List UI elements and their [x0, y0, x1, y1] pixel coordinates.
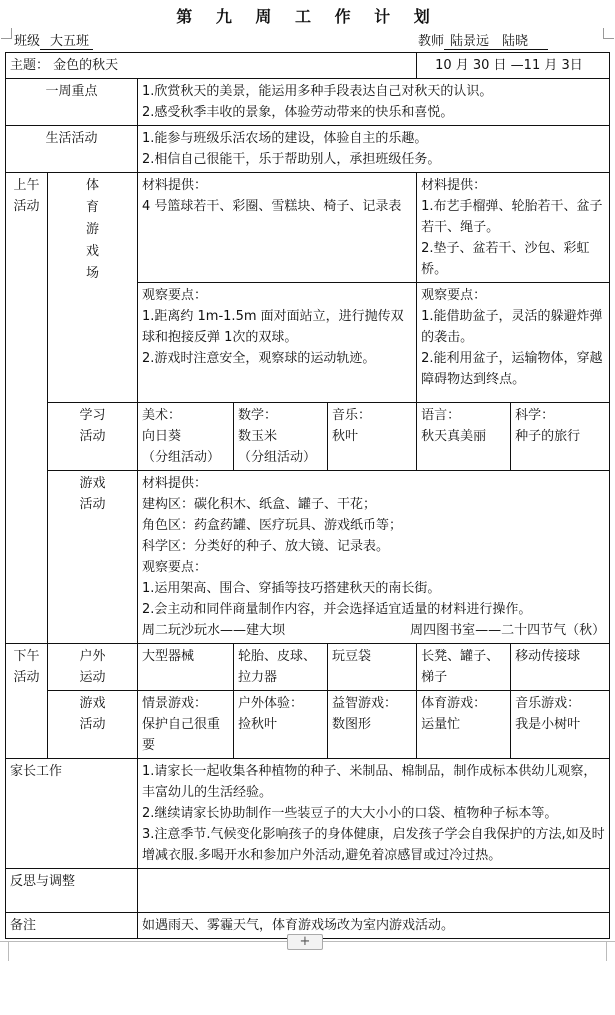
sports-label-char: 戏	[85, 244, 99, 259]
teacher-label: 教师	[418, 34, 445, 49]
game-line: 观察要点：	[142, 560, 208, 575]
afternoon-game-cell	[138, 691, 234, 759]
observe-line: 1.能借助盆子，灵活的躲避炸弹的袭击。	[421, 309, 603, 345]
weekly-focus-label: 一周重点	[6, 79, 138, 126]
game-type: 体育游戏：	[421, 696, 487, 711]
remarks-content: 如遇雨天、雾霾天气，体育游戏场改为室内游戏活动。	[138, 913, 610, 939]
study-activity-row	[6, 403, 610, 471]
thursday-activity: 周四图书室——二十四节气（秋）	[410, 623, 606, 638]
afternoon-label-line: 下午	[13, 649, 40, 664]
study-cell-language	[417, 403, 511, 471]
afternoon-game-row	[6, 691, 610, 759]
weekly-plan-table	[5, 52, 610, 939]
page-title: 第 九 周 工 作 计 划	[176, 7, 439, 26]
afternoon-game-cell	[511, 691, 610, 759]
observe-line: 观察要点：	[142, 288, 208, 303]
life-activity-label: 生活活动	[6, 126, 138, 173]
tuesday-activity: 周二玩沙玩水——建大坝	[142, 623, 286, 638]
game-type: 户外体验：	[238, 696, 304, 711]
game-activity-label	[48, 471, 138, 644]
study-note: （分组活动）	[142, 450, 221, 465]
sports-field-label	[48, 173, 138, 403]
game-activity-content	[138, 471, 610, 644]
parent-work-row	[6, 759, 610, 869]
reflection-label: 反思与调整	[6, 869, 138, 913]
parent-work-content	[138, 759, 610, 869]
morning-label-line: 上午	[13, 178, 40, 193]
afternoon-game-label-line: 游戏	[79, 696, 106, 711]
life-activity-row	[6, 126, 610, 173]
afternoon-label	[6, 644, 48, 759]
parent-work-line: 2.继续请家长协助制作一些装豆子的大大小小的口袋、植物种子标本等。	[142, 806, 558, 821]
morning-label	[6, 173, 48, 644]
weekly-focus-line: 1.欣赏秋天的美景，能运用多种手段表达自己对秋天的认识。	[142, 84, 493, 99]
study-note: （分组活动）	[238, 450, 317, 465]
outdoor-label-line: 运动	[79, 670, 106, 685]
study-topic: 种子的旅行	[515, 429, 581, 444]
weekly-focus-line: 2.感受秋季丰收的景象，体验劳动带来的快乐和喜悦。	[142, 105, 454, 120]
teacher-names: 陆景远 陆晓	[444, 34, 548, 50]
life-activity-content	[138, 126, 610, 173]
observe-line: 观察要点：	[421, 288, 487, 303]
study-cell-science	[511, 403, 610, 471]
study-label-line: 活动	[79, 429, 106, 444]
outdoor-label	[48, 644, 138, 691]
game-name: 保护自己很重要	[142, 717, 221, 753]
materials-line: 1.布艺手榴弹、轮胎若干、盆子若干、绳子。	[421, 199, 603, 235]
game-name: 我是小树叶	[515, 717, 581, 732]
outdoor-cell: 大型器械	[138, 644, 234, 691]
study-topic: 数玉米	[238, 429, 278, 444]
observe-line: 1.距离约 1m-1.5m 面对面站立，进行抛传双球和抱接反弹 1次的双球。	[142, 309, 404, 345]
weekly-focus-content	[138, 79, 610, 126]
game-line: 角色区：药盒药罐、医疗玩具、游戏纸币等；	[142, 518, 403, 533]
game-type: 益智游戏：	[332, 696, 398, 711]
outdoor-row	[6, 644, 610, 691]
game-type: 情景游戏：	[142, 696, 208, 711]
weekly-focus-row	[6, 79, 610, 126]
study-cell-math	[234, 403, 328, 471]
afternoon-game-label-line: 活动	[79, 717, 106, 732]
study-topic: 向日葵	[142, 429, 182, 444]
sports-right-observe	[417, 283, 610, 403]
outdoor-cell: 玩豆袋	[328, 644, 417, 691]
study-topic: 秋天真美丽	[421, 429, 487, 444]
game-special-schedule	[142, 620, 605, 641]
materials-line: 材料提供：	[142, 178, 208, 193]
sports-label-char: 育	[85, 200, 99, 215]
observe-line: 2.能利用盆子，运输物体，穿越障碍物达到终点。	[421, 351, 603, 387]
outdoor-label-line: 户外	[79, 649, 106, 664]
sports-right-materials	[417, 173, 610, 283]
game-type: 音乐游戏：	[515, 696, 581, 711]
game-line: 1.运用架高、围合、穿插等技巧搭建秋天的南长街。	[142, 581, 441, 596]
game-line: 建构区：碳化积木、纸盒、罐子、干花；	[142, 497, 377, 512]
class-info	[14, 30, 93, 49]
sports-label-char: 游	[85, 222, 99, 237]
outdoor-cell: 轮胎、皮球、拉力器	[234, 644, 328, 691]
parent-work-label: 家长工作	[6, 759, 138, 869]
life-activity-line: 2.相信自己很能干，乐于帮助别人，承担班级任务。	[142, 152, 441, 167]
sports-left-materials	[138, 173, 417, 283]
observe-line: 2.游戏时注意安全，观察球的运动轨迹。	[142, 351, 376, 366]
study-activity-label	[48, 403, 138, 471]
materials-line: 4 号篮球若干、彩圈、雪糕块、椅子、记录表	[142, 199, 402, 214]
afternoon-game-cell	[417, 691, 511, 759]
parent-work-line: 1.请家长一起收集各种植物的种子、米制品、棉制品，制作成标本供幼儿观察，丰富幼儿的生活经验。	[142, 764, 597, 800]
afternoon-game-cell	[328, 691, 417, 759]
add-page-button[interactable]: +	[287, 934, 323, 950]
afternoon-game-label	[48, 691, 138, 759]
game-line: 材料提供：	[142, 476, 208, 491]
study-topic: 秋叶	[332, 429, 359, 444]
sports-left-observe	[138, 283, 417, 403]
theme-value: 金色的秋天	[53, 58, 119, 73]
remarks-label: 备注	[6, 913, 138, 939]
game-name: 捡秋叶	[238, 717, 278, 732]
theme-label: 主题：	[10, 58, 50, 73]
page-corner-mark-bottom-left	[8, 941, 9, 961]
afternoon-game-cell	[234, 691, 328, 759]
page-corner-mark-left	[1, 28, 12, 39]
study-cell-art	[138, 403, 234, 471]
page-corner-mark-bottom-right	[606, 941, 607, 961]
game-label-line: 游戏	[79, 476, 106, 491]
outdoor-cell: 长凳、罐子、梯子	[417, 644, 511, 691]
class-name: 大五班	[40, 34, 93, 50]
sports-materials-row	[6, 173, 610, 283]
study-subject: 音乐：	[332, 408, 372, 423]
sports-label-char: 体	[85, 178, 99, 193]
study-subject: 数学：	[238, 408, 278, 423]
theme-cell	[6, 53, 417, 79]
game-label-line: 活动	[79, 497, 106, 512]
game-name: 数图形	[332, 717, 372, 732]
date-range: 10 月 30 日 —11 月 3日	[417, 53, 610, 79]
page-corner-mark-right	[603, 28, 614, 39]
game-activity-row	[6, 471, 610, 644]
reflection-row	[6, 869, 610, 913]
game-name: 运量忙	[421, 717, 461, 732]
class-label: 班级	[14, 34, 41, 49]
reflection-content[interactable]	[138, 869, 610, 913]
theme-row	[6, 53, 610, 79]
game-line: 2.会主动和同伴商量制作内容，并会选择适宜适量的材料进行操作。	[142, 602, 532, 617]
teacher-info	[418, 30, 548, 49]
materials-line: 材料提供：	[421, 178, 487, 193]
materials-line: 2.垫子、盆若干、沙包、彩虹桥。	[421, 241, 590, 277]
life-activity-line: 1.能参与班级乐活农场的建设，体验自主的乐趣。	[142, 131, 428, 146]
game-line: 科学区：分类好的种子、放大镜、记录表。	[142, 539, 390, 554]
study-subject: 美术：	[142, 408, 182, 423]
sports-label-char: 场	[85, 266, 99, 281]
outdoor-cell: 移动传接球	[511, 644, 610, 691]
morning-label-line: 活动	[13, 199, 40, 214]
parent-work-line: 3.注意季节.气候变化影响孩子的身体健康，启发孩子学会自我保护的方法,如及时增减衣服.多喝开水和参加户外活动,避免着凉感冒或过冷过热。	[142, 827, 605, 863]
study-label-line: 学习	[79, 408, 106, 423]
study-subject: 语言：	[421, 408, 461, 423]
study-subject: 科学：	[515, 408, 555, 423]
study-cell-music	[328, 403, 417, 471]
afternoon-label-line: 活动	[13, 670, 40, 685]
